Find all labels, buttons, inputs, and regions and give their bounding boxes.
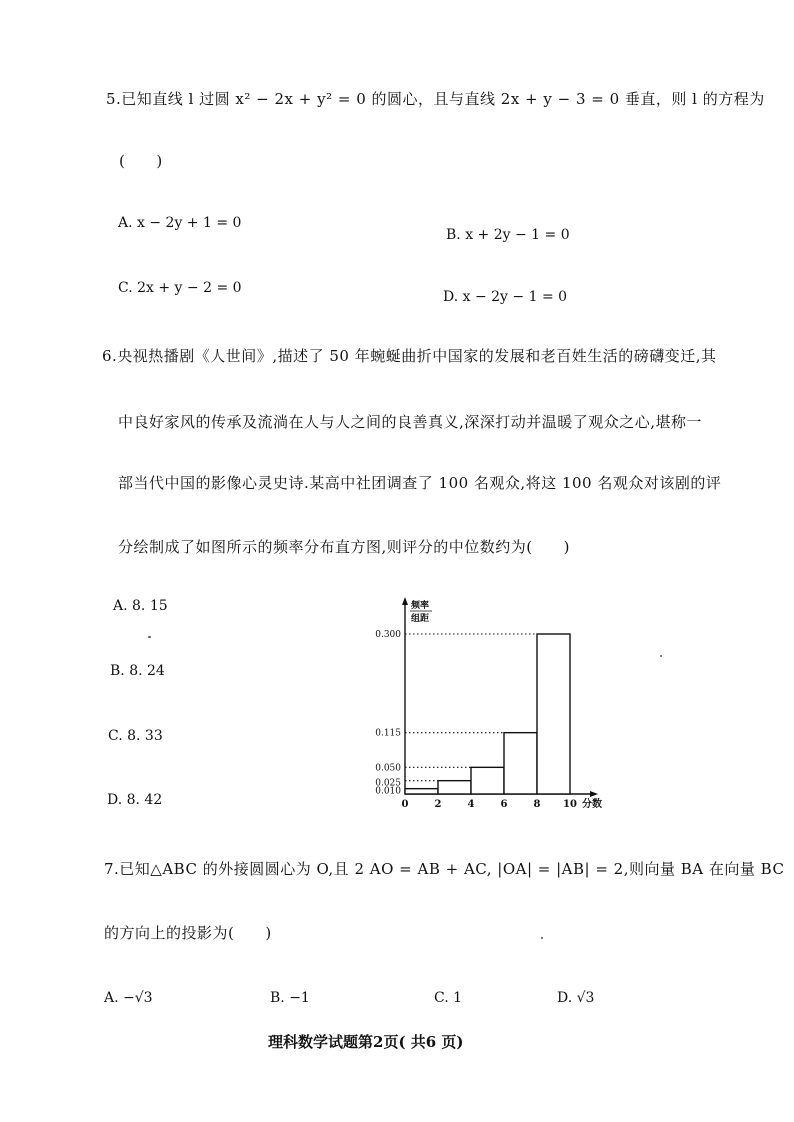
x-tick-label: 2 — [434, 799, 442, 810]
q6-option-a: A. 8. 15 — [113, 598, 168, 614]
histogram-bar — [405, 789, 438, 794]
x-tick-label: 8 — [533, 799, 541, 810]
x-tick-label: 4 — [467, 799, 475, 810]
histogram-bar — [471, 767, 504, 794]
x-axis-arrow — [590, 791, 598, 797]
q5-answer-blank: ( ) — [119, 152, 163, 170]
y-tick-label: 0.050 — [375, 763, 401, 774]
q7-option-a: A. −√3 — [104, 990, 153, 1006]
x-tick-label: 6 — [500, 799, 508, 810]
y-tick-label: 0.115 — [375, 728, 401, 739]
frequency-histogram — [360, 592, 620, 822]
x-tick-label: 10 — [563, 799, 577, 810]
y-tick-label: 0.010 — [375, 786, 401, 797]
histogram-bar — [438, 781, 471, 794]
histogram-bar — [504, 733, 537, 794]
y-axis-label-top: 频率 — [411, 601, 430, 611]
x-axis-label: 分数 — [582, 799, 602, 810]
q6-option-b: B. 8. 24 — [110, 663, 165, 679]
y-tick-label: 0.300 — [375, 630, 401, 640]
q6-option-c: C. 8. 33 — [108, 728, 163, 744]
q6-stem-line-1: 6.央视热播剧《人世间》,描述了 50 年蜿蜒曲折中国家的发展和老百姓生活的磅礴变迁,其 — [102, 347, 717, 365]
page-footer: 理科数学试题第2页( 共6 页) — [268, 1033, 464, 1051]
q6-option-d: D. 8. 42 — [107, 792, 163, 808]
scan-speck — [660, 655, 662, 657]
q7-stem-line-2: 的方向上的投影为( ) — [104, 924, 272, 942]
histogram-bar — [537, 634, 570, 794]
q5-option-d: D. x − 2y − 1 = 0 — [443, 289, 568, 305]
y-tick-label: 0.025 — [375, 778, 401, 789]
q5-option-a: A. x − 2y + 1 = 0 — [118, 215, 242, 231]
y-axis-arrow — [402, 597, 408, 605]
q7-option-b: B. −1 — [270, 990, 310, 1006]
q7-option-d: D. √3 — [557, 990, 595, 1006]
q6-stem-line-3: 部当代中国的影像心灵史诗.某高中社团调查了 100 名观众,将这 100 名观众对该剧的评 — [118, 474, 722, 492]
x-tick-label: 0 — [401, 799, 409, 810]
scan-speck — [148, 636, 151, 638]
y-axis-label-bottom: 组距 — [411, 614, 430, 624]
q6-stem-line-4: 分绘制成了如图所示的频率分布直方图,则评分的中位数约为( ) — [118, 538, 570, 556]
q7-option-c: C. 1 — [434, 990, 463, 1006]
q5-stem: 5.已知直线 l 过圆 x² − 2x + y² = 0 的圆心，且与直线 2x + y − 3 = 0 垂直，则 l 的方程为 — [106, 90, 765, 108]
q7-stem: 7.已知△ABC 的外接圆圆心为 O,且 2 AO = AB + AC, |OA| = |AB| = 2,则向量 BA 在向量 BC — [104, 860, 785, 878]
q6-stem-line-2: 中良好家风的传承及流淌在人与人之间的良善真义,深深打动并温暖了观众之心,堪称一 — [118, 413, 703, 431]
q5-option-b: B. x + 2y − 1 = 0 — [446, 227, 570, 243]
scan-speck — [541, 937, 543, 939]
q5-option-c: C. 2x + y − 2 = 0 — [118, 280, 242, 296]
